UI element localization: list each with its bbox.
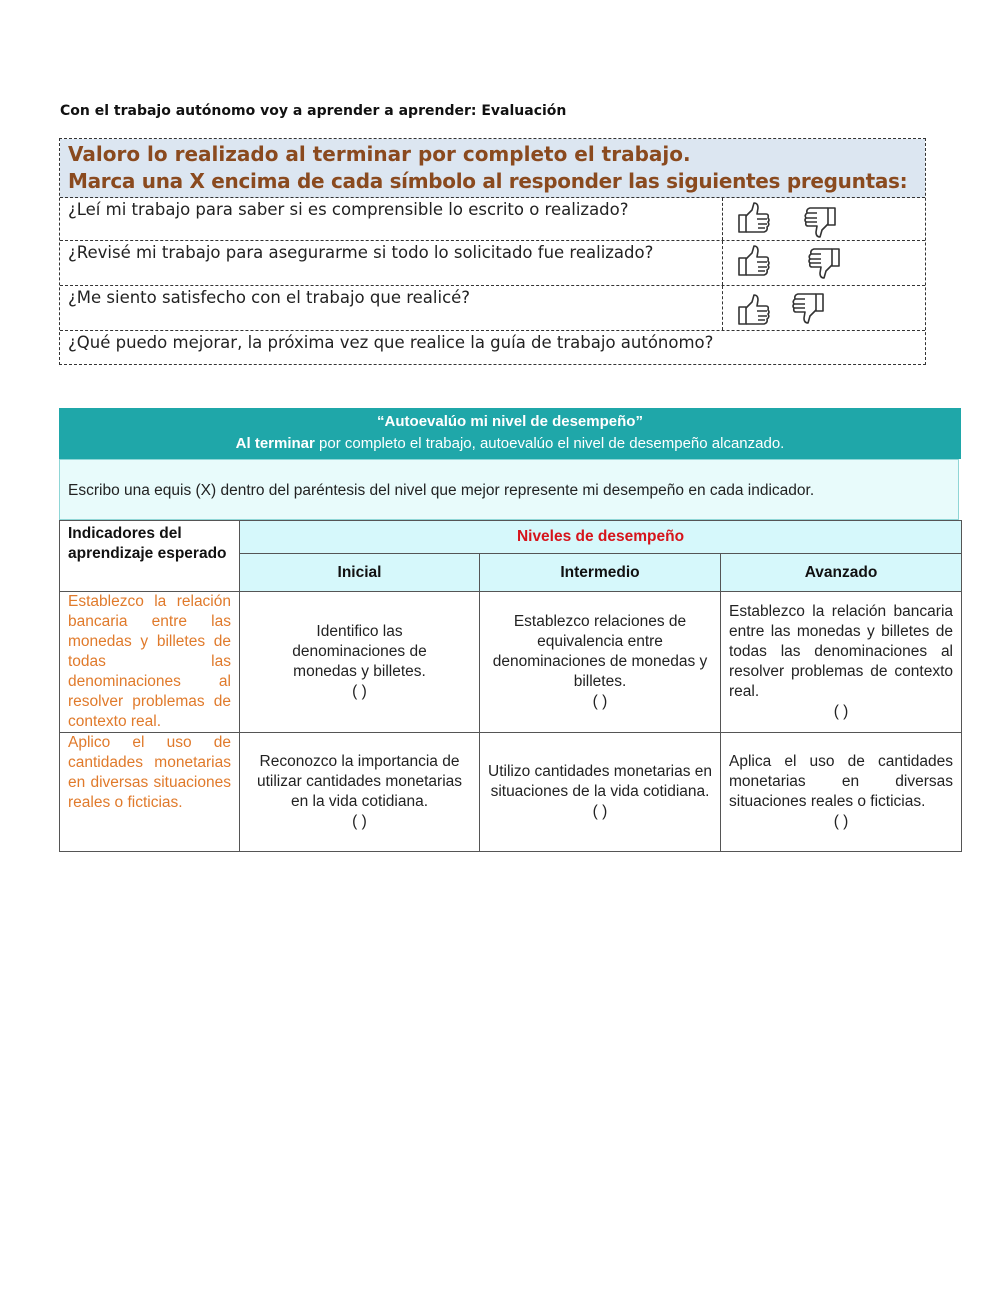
answer-blank[interactable]: ( ) (833, 813, 849, 830)
rubric-banner (59, 408, 961, 459)
rubric-table (59, 520, 962, 852)
indicators-header: Indicadores del aprendizaje esperado (60, 521, 240, 592)
rubric-banner-title: “Autoevalúo mi nivel de desempeño” (377, 413, 643, 430)
table-row (60, 592, 962, 733)
evaluation-question: ¿Leí mi trabajo para saber si es comprensible lo escrito o realizado? (68, 200, 629, 219)
answer-blank[interactable]: ( ) (352, 813, 367, 830)
level-description: Utilizo cantidades monetarias en situaciones de la vida cotidiana. (488, 763, 713, 800)
answer-blank[interactable]: ( ) (352, 683, 367, 700)
evaluation-question: ¿Revisé mi trabajo para asegurarme si todo lo solicitado fue realizado? (68, 243, 654, 262)
thumbs-up-icon[interactable] (737, 201, 771, 235)
level-description: Establezco relaciones de equivalencia entre denominaciones de monedas y billetes. (492, 613, 708, 690)
answer-blank[interactable]: ( ) (592, 693, 608, 710)
thumbs-down-icon[interactable] (791, 291, 825, 325)
evaluation-row (60, 286, 925, 331)
level-cell-intermedio (480, 733, 721, 852)
answer-blank[interactable]: ( ) (833, 703, 849, 720)
rubric-banner-subtitle (59, 433, 961, 455)
rating-icons (722, 198, 925, 240)
thumbs-down-icon[interactable] (807, 246, 841, 280)
page-heading: Con el trabajo autónomo voy a aprender a aprender: Evaluación (60, 103, 567, 119)
indicator-cell: Aplico el uso de cantidades monetarias en diversas situaciones reales o ficticias. (60, 733, 240, 852)
level-cell-avanzado (721, 733, 962, 852)
rubric-banner-rest: por completo el trabajo, autoevalúo el nivel de desempeño alcanzado. (314, 435, 785, 452)
level-description: Establezco la relación bancaria entre las monedas y billetes de todas las denominaciones al resolver problemas de contexto real. (729, 603, 954, 700)
evaluation-header (60, 139, 925, 198)
evaluation-table (59, 138, 926, 365)
rubric-section (59, 408, 961, 852)
level-intermedio-header: Intermedio (480, 554, 721, 592)
level-description: Reconozco la importancia de utilizar cantidades monetarias en la vida cotidiana. (256, 753, 463, 810)
level-inicial-header: Inicial (240, 554, 480, 592)
level-cell-intermedio (480, 592, 721, 733)
rubric-banner-bold: Al terminar (235, 435, 315, 452)
level-description: Aplica el uso de cantidades monetarias en diversas situaciones reales o ficticias. (729, 753, 954, 810)
rating-icons (722, 286, 925, 330)
evaluation-title-line2: Marca una X encima de cada símbolo al responder las siguientes preguntas: (68, 169, 908, 193)
evaluation-question: ¿Qué puedo mejorar, la próxima vez que realice la guía de trabajo autónomo? (68, 333, 714, 352)
evaluation-row (60, 241, 925, 286)
rubric-instruction: Escribo una equis (X) dentro del paréntesis del nivel que mejor represente mi desempeño en cada indicador. (59, 459, 959, 520)
rating-icons (722, 241, 925, 285)
level-description: Identifico las denominaciones de monedas y billetes. (292, 623, 427, 680)
level-cell-inicial (240, 733, 480, 852)
level-cell-inicial (240, 592, 480, 733)
evaluation-question: ¿Me siento satisfecho con el trabajo que realicé? (68, 288, 471, 307)
levels-header: Niveles de desempeño (240, 521, 962, 554)
indicator-cell: Establezco la relación bancaria entre las monedas y billetes de todas las denominaciones al resolver problemas de contexto real. (60, 592, 240, 733)
answer-blank[interactable]: ( ) (592, 803, 608, 820)
thumbs-down-icon[interactable] (803, 205, 837, 239)
evaluation-row (60, 331, 925, 364)
thumbs-up-icon[interactable] (737, 244, 771, 278)
evaluation-title-line1: Valoro lo realizado al terminar por completo el trabajo. (68, 142, 691, 166)
thumbs-up-icon[interactable] (737, 293, 771, 327)
evaluation-row (60, 198, 925, 241)
table-row (60, 733, 962, 852)
level-avanzado-header: Avanzado (721, 554, 962, 592)
level-cell-avanzado (721, 592, 962, 733)
